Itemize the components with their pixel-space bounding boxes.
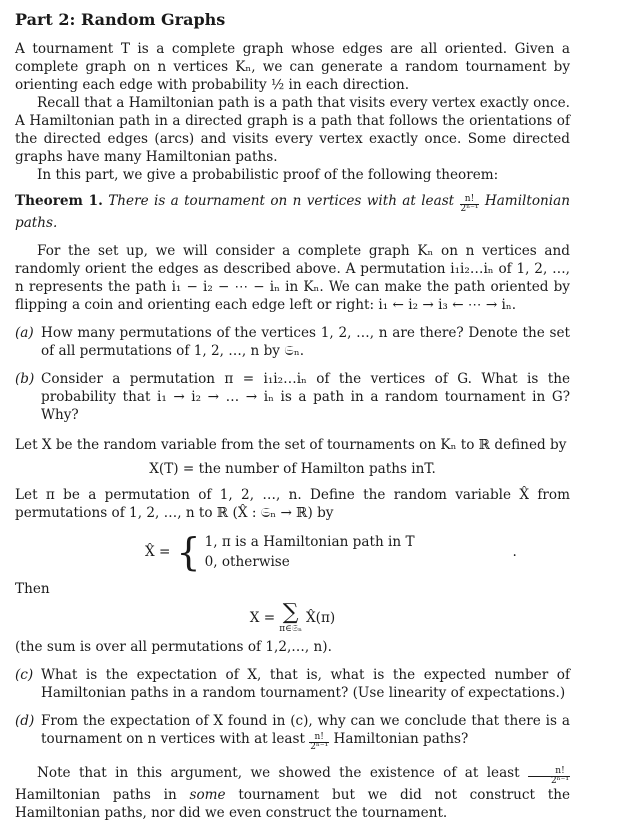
case-lines — [205, 532, 415, 572]
question-b-text: Consider a permutation π = i₁i₂…iₙ of the vertices of G. What is the probability that i₁ → i₂ → … → iₙ is a path in a random tournament in G? Why? — [41, 371, 570, 423]
closing-note — [15, 764, 570, 822]
note-text-after: tournament but we did not construct the Hamiltonian paths, nor did we even construct the tournament. — [15, 787, 571, 821]
question-d-text-after: Hamiltonian paths? — [333, 731, 469, 747]
sum-lhs: X = — [249, 610, 276, 626]
setup-paragraph: For the set up, we will consider a complete graph Kₙ on n vertices and randomly orient the edges as described above. A permutation i₁i₂…iₙ of 1, 2, …, n represents the path i₁ − i₂ − ⋯ − iₙ in Kₙ. We can make the path oriented by flipping a coin and orienting each edge left or right: i₁ ← i₂ → i₃ ← ⋯ → iₙ. — [15, 243, 570, 313]
intro-paragraph-2: Recall that a Hamiltonian path is a path that visits every vertex exactly once. A Hamiltonian path in a directed graph is a path that follows the orientations of the directed edges (arcs) and visits every vertex exactly once. Some directed graphs have many Hamiltonian paths. — [15, 95, 570, 165]
theorem-text-before: There is a tournament on n vertices with at least — [108, 193, 455, 209]
question-a — [15, 324, 570, 360]
note-text-mid: Hamiltonian paths in — [15, 787, 177, 803]
theorem-label: Theorem 1. — [15, 193, 103, 209]
cases-lhs: X̂ = — [145, 544, 171, 560]
question-d-text-before: From the expectation of X found in (c), why can we conclude that there is a tournament on n vertices with at least — [41, 713, 570, 747]
note-text-before: Note that in this argument, we showed the existence of at least — [37, 765, 520, 781]
summation — [279, 602, 302, 634]
note-frac-num: n! — [528, 767, 570, 777]
question-d-frac-den: 2ⁿ⁻¹ — [310, 742, 329, 752]
theorem-text-after: Hamiltonian paths. — [15, 193, 570, 231]
sum-note: (the sum is over all permutations of 1,2,…, n). — [15, 639, 332, 655]
then-label: Then — [15, 581, 50, 597]
document-page — [15, 10, 570, 822]
note-emphasis: some — [189, 787, 226, 803]
question-b-label: (b) — [15, 371, 35, 387]
intro-paragraph-3: In this part, we give a probabilistic proof of the following theorem: — [37, 167, 499, 183]
question-c-text: What is the expectation of X, that is, what is the expected number of Hamiltonian paths in a random tournament? (Use linearity of expectations.) — [41, 667, 570, 701]
pi-definition: Let π be a permutation of 1, 2, …, n. Define the random variable X̂ from permutations of 1, 2, …, n to ℝ (X̂ : 𝔖ₙ → ℝ) by — [15, 487, 570, 521]
section-title: Part 2: Random Graphs — [15, 10, 226, 29]
question-d-frac-num: n! — [309, 733, 329, 743]
case-line-2: 0, otherwise — [204, 554, 290, 570]
cases-period: . — [512, 544, 517, 560]
question-a-text: How many permutations of the vertices 1, 2, …, n are there? Denote the set of all permutations of 1, 2, …, n by 𝔖ₙ. — [41, 325, 570, 359]
rv-equation: X(T) = the number of Hamilton paths inT. — [149, 461, 436, 477]
theorem-frac-den: 2ⁿ⁻¹ — [460, 204, 479, 214]
sum-term: X̂(π) — [305, 610, 336, 626]
theorem-frac-num: n! — [460, 195, 480, 205]
theorem-fraction — [460, 195, 480, 214]
note-frac-den: 2ⁿ⁻¹ — [551, 776, 569, 786]
question-a-label: (a) — [15, 325, 34, 341]
question-b — [15, 370, 570, 424]
question-c-label: (c) — [15, 667, 34, 683]
question-d-fraction — [309, 733, 329, 752]
left-brace-icon: { — [176, 530, 201, 574]
sum-equation — [15, 602, 570, 634]
question-c — [15, 666, 570, 702]
note-fraction — [528, 767, 570, 786]
sum-subscript: π∈𝔖ₙ — [279, 624, 302, 634]
sigma-icon: ∑ — [282, 600, 299, 625]
theorem — [15, 192, 570, 232]
indicator-cases — [145, 532, 570, 572]
question-d-label: (d) — [15, 713, 35, 729]
case-line-1: 1, π is a Hamiltonian path in T — [204, 534, 415, 550]
intro-paragraph-1: A tournament T is a complete graph whose edges are all oriented. Given a complete graph on n vertices Kₙ, we can generate a random tournament by orienting each edge with probability ½ in each direction. — [15, 41, 570, 93]
rv-definition: Let X be the random variable from the set of tournaments on Kₙ to ℝ defined by — [15, 437, 567, 453]
question-d — [15, 712, 570, 752]
